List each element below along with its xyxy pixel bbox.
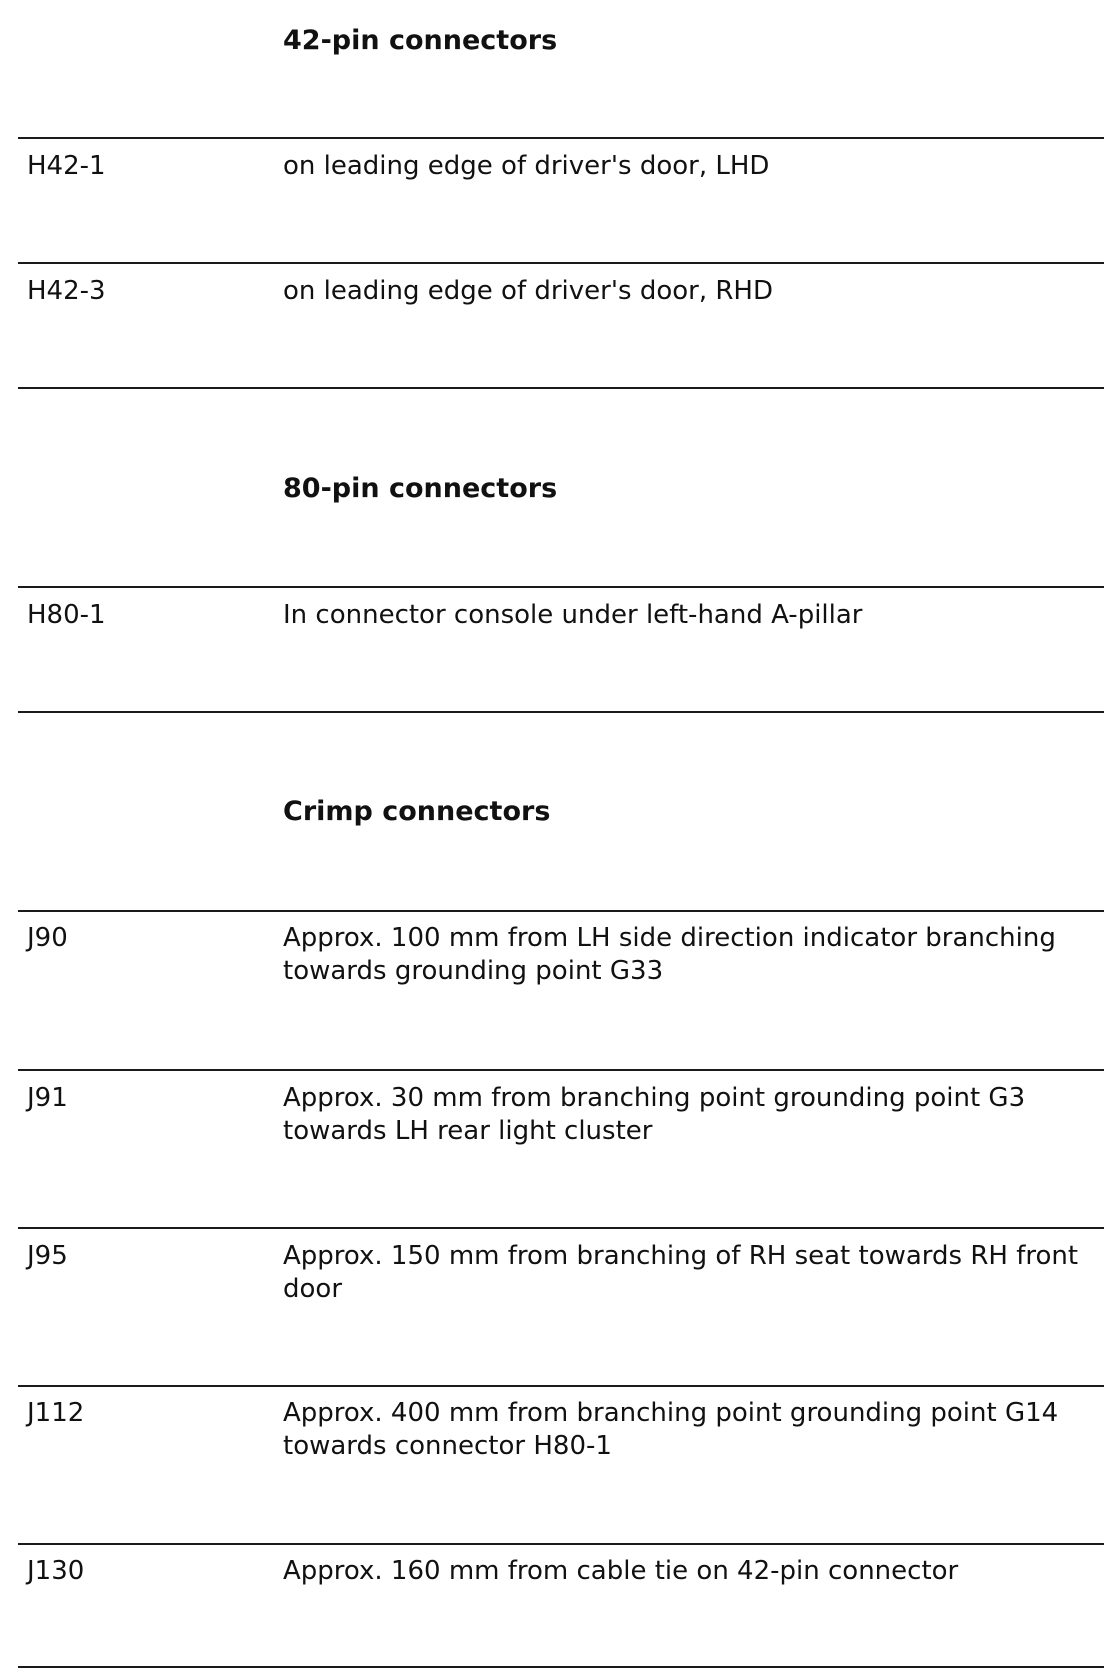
table-rule xyxy=(18,1227,1104,1229)
table-rule xyxy=(18,387,1104,389)
table-rule xyxy=(18,1543,1104,1545)
section-heading-42-pin: 42-pin connectors xyxy=(283,25,558,56)
table-rule xyxy=(18,711,1104,713)
table-rule xyxy=(18,262,1104,264)
connector-code: H42-3 xyxy=(27,276,106,306)
connector-code: H42-1 xyxy=(27,151,106,181)
connector-description: Approx. 400 mm from branching point grounding point G14 towards connector H80-1 xyxy=(283,1398,1059,1461)
connector-description: Approx. 160 mm from cable tie on 42-pin connector xyxy=(283,1556,959,1586)
connector-code: J130 xyxy=(27,1556,85,1586)
table-rule xyxy=(18,1666,1104,1668)
connector-code: J91 xyxy=(27,1083,68,1113)
table-rule xyxy=(18,1069,1104,1071)
table-rule xyxy=(18,137,1104,139)
connector-code: H80-1 xyxy=(27,600,106,630)
connector-code: J90 xyxy=(27,923,68,953)
connector-description: on leading edge of driver's door, RHD xyxy=(283,276,773,306)
table-rule xyxy=(18,910,1104,912)
connector-description: Approx. 30 mm from branching point grounding point G3 towards LH rear light cluster xyxy=(283,1083,1026,1146)
table-rule xyxy=(18,1385,1104,1387)
connector-code: J95 xyxy=(27,1241,68,1271)
connector-description: on leading edge of driver's door, LHD xyxy=(283,151,770,181)
table-rule xyxy=(18,586,1104,588)
connector-description: Approx. 150 mm from branching of RH seat towards RH front door xyxy=(283,1241,1079,1304)
section-heading-crimp: Crimp connectors xyxy=(283,796,551,827)
section-heading-80-pin: 80-pin connectors xyxy=(283,473,558,504)
connector-code: J112 xyxy=(27,1398,85,1428)
connector-description: Approx. 100 mm from LH side direction indicator branching towards grounding point G33 xyxy=(283,923,1056,986)
connector-description: In connector console under left-hand A-pillar xyxy=(283,600,863,630)
